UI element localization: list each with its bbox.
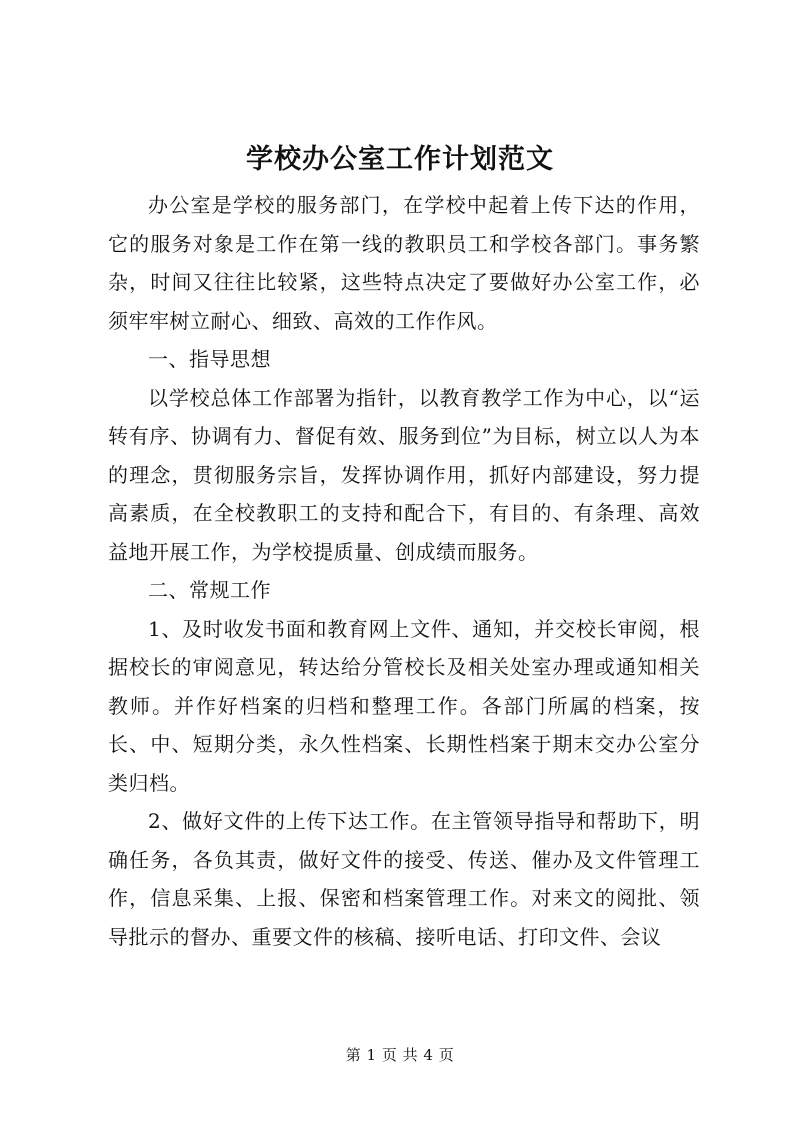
- section-heading-routine-work: 二、常规工作: [148, 578, 271, 602]
- intro-paragraph: 办公室是学校的服务部门，在学校中起着上传下达的作用，它的服务对象是工作在第一线的教职员工和学校各部门。事务繁杂，时间又往往比较紧，这些特点决定了要做好办公室工作，必须牢牢树立耐心、细致、高效的工作作风。: [108, 193, 700, 333]
- document-title: 学校办公室工作计划范文: [246, 144, 554, 175]
- routine-work-item-1: 1、及时收发书面和教育网上文件、通知，并交校长审阅，根据校长的审阅意见，转达给分管校长及相关处室办理或通知相关教师。并作好档案的归档和整理工作。各部门所属的档案，按长、中、短期分类，永久性档案、长期性档案于期末交办公室分类归档。: [108, 616, 700, 795]
- document-body: [108, 186, 700, 956]
- guiding-ideology-paragraph: 以学校总体工作部署为指针，以教育教学工作为中心，以“运转有序、协调有力、督促有效、服务到位”为目标，树立以人为本的理念，贯彻服务宗旨，发挥协调作用，抓好内部建设，努力提高素质，在全校教职工的支持和配合下，有目的、有条理、高效益地开展工作，为学校提质量、创成绩而服务。: [108, 385, 700, 564]
- page-number-footer: 第 1 页 共 4 页: [345, 1046, 455, 1064]
- routine-work-item-2: 2、做好文件的上传下达工作。在主管领导指导和帮助下，明确任务，各负其责，做好文件的接受、传送、催办及文件管理工作，信息采集、上报、保密和档案管理工作。对来文的阅批、领导批示的督办、重要文件的核稿、接听电话、打印文件、会议: [108, 809, 700, 949]
- section-heading-guiding-ideology: 一、指导思想: [148, 347, 271, 371]
